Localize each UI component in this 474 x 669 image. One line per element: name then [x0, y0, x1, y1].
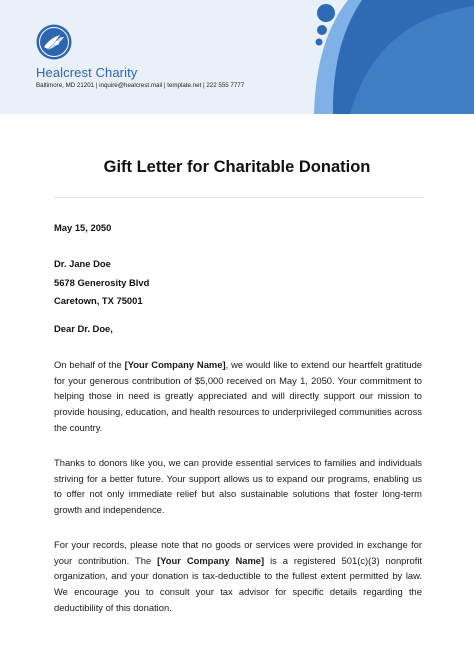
- company-placeholder: [Your Company Name]: [124, 359, 226, 370]
- title-divider: [54, 197, 424, 198]
- company-placeholder: [Your Company Name]: [157, 554, 265, 566]
- salutation: Dear Dr. Doe,: [54, 323, 113, 334]
- p1-text-after: , we would like to extend our heartfelt gratitude for your generous contribution of $5,000 received on May 1, 2050. Your commitment to helping those in need is greatly appreciated and will directly support our mission to provide housing, education, and health resources to underprivileged communities across the country.: [54, 359, 422, 433]
- recipient-name: Dr. Jane Doe: [54, 258, 111, 269]
- organization-contact-line: Baltimore, MD 21201 | inquire@healcrest.mail | template.net | 222 555 7777: [36, 82, 245, 89]
- recipient-street: 5678 Generosity Blvd: [54, 276, 150, 288]
- p3-text-after: is a registered 501(c)(3) nonprofit organization, and your donation is tax-deductible to the fullest extent permitted by law. We encourage you to consult your tax advisor for specific details regarding the deductibility of this donation.: [54, 554, 423, 613]
- letterhead: [0, 0, 474, 114]
- letter-title: Gift Letter for Charitable Donation: [103, 158, 371, 176]
- recipient-city: Caretown, TX 75001: [54, 295, 143, 306]
- paragraph-gratitude: [54, 357, 422, 436]
- organization-name: Healcrest Charity: [36, 65, 138, 80]
- recipient-address: [54, 255, 422, 311]
- paragraph-impact: Thanks to donors like you, we can provide essential services to families and individuals striving for a better future. Your support allows us to expand our programs, enabling us to offer not only immediate relief but also sustainable solutions that foster long-term growth and independence.: [54, 457, 422, 516]
- letter-date: May 15, 2050: [54, 222, 112, 233]
- p1-text-before: On behalf of the: [54, 359, 125, 370]
- caring-hands-icon: [36, 24, 72, 60]
- p3-text-before: For your records, please note that no goods or services were provided in exchange for your contribution. The: [54, 539, 422, 566]
- paragraph-tax-notice: [54, 537, 422, 616]
